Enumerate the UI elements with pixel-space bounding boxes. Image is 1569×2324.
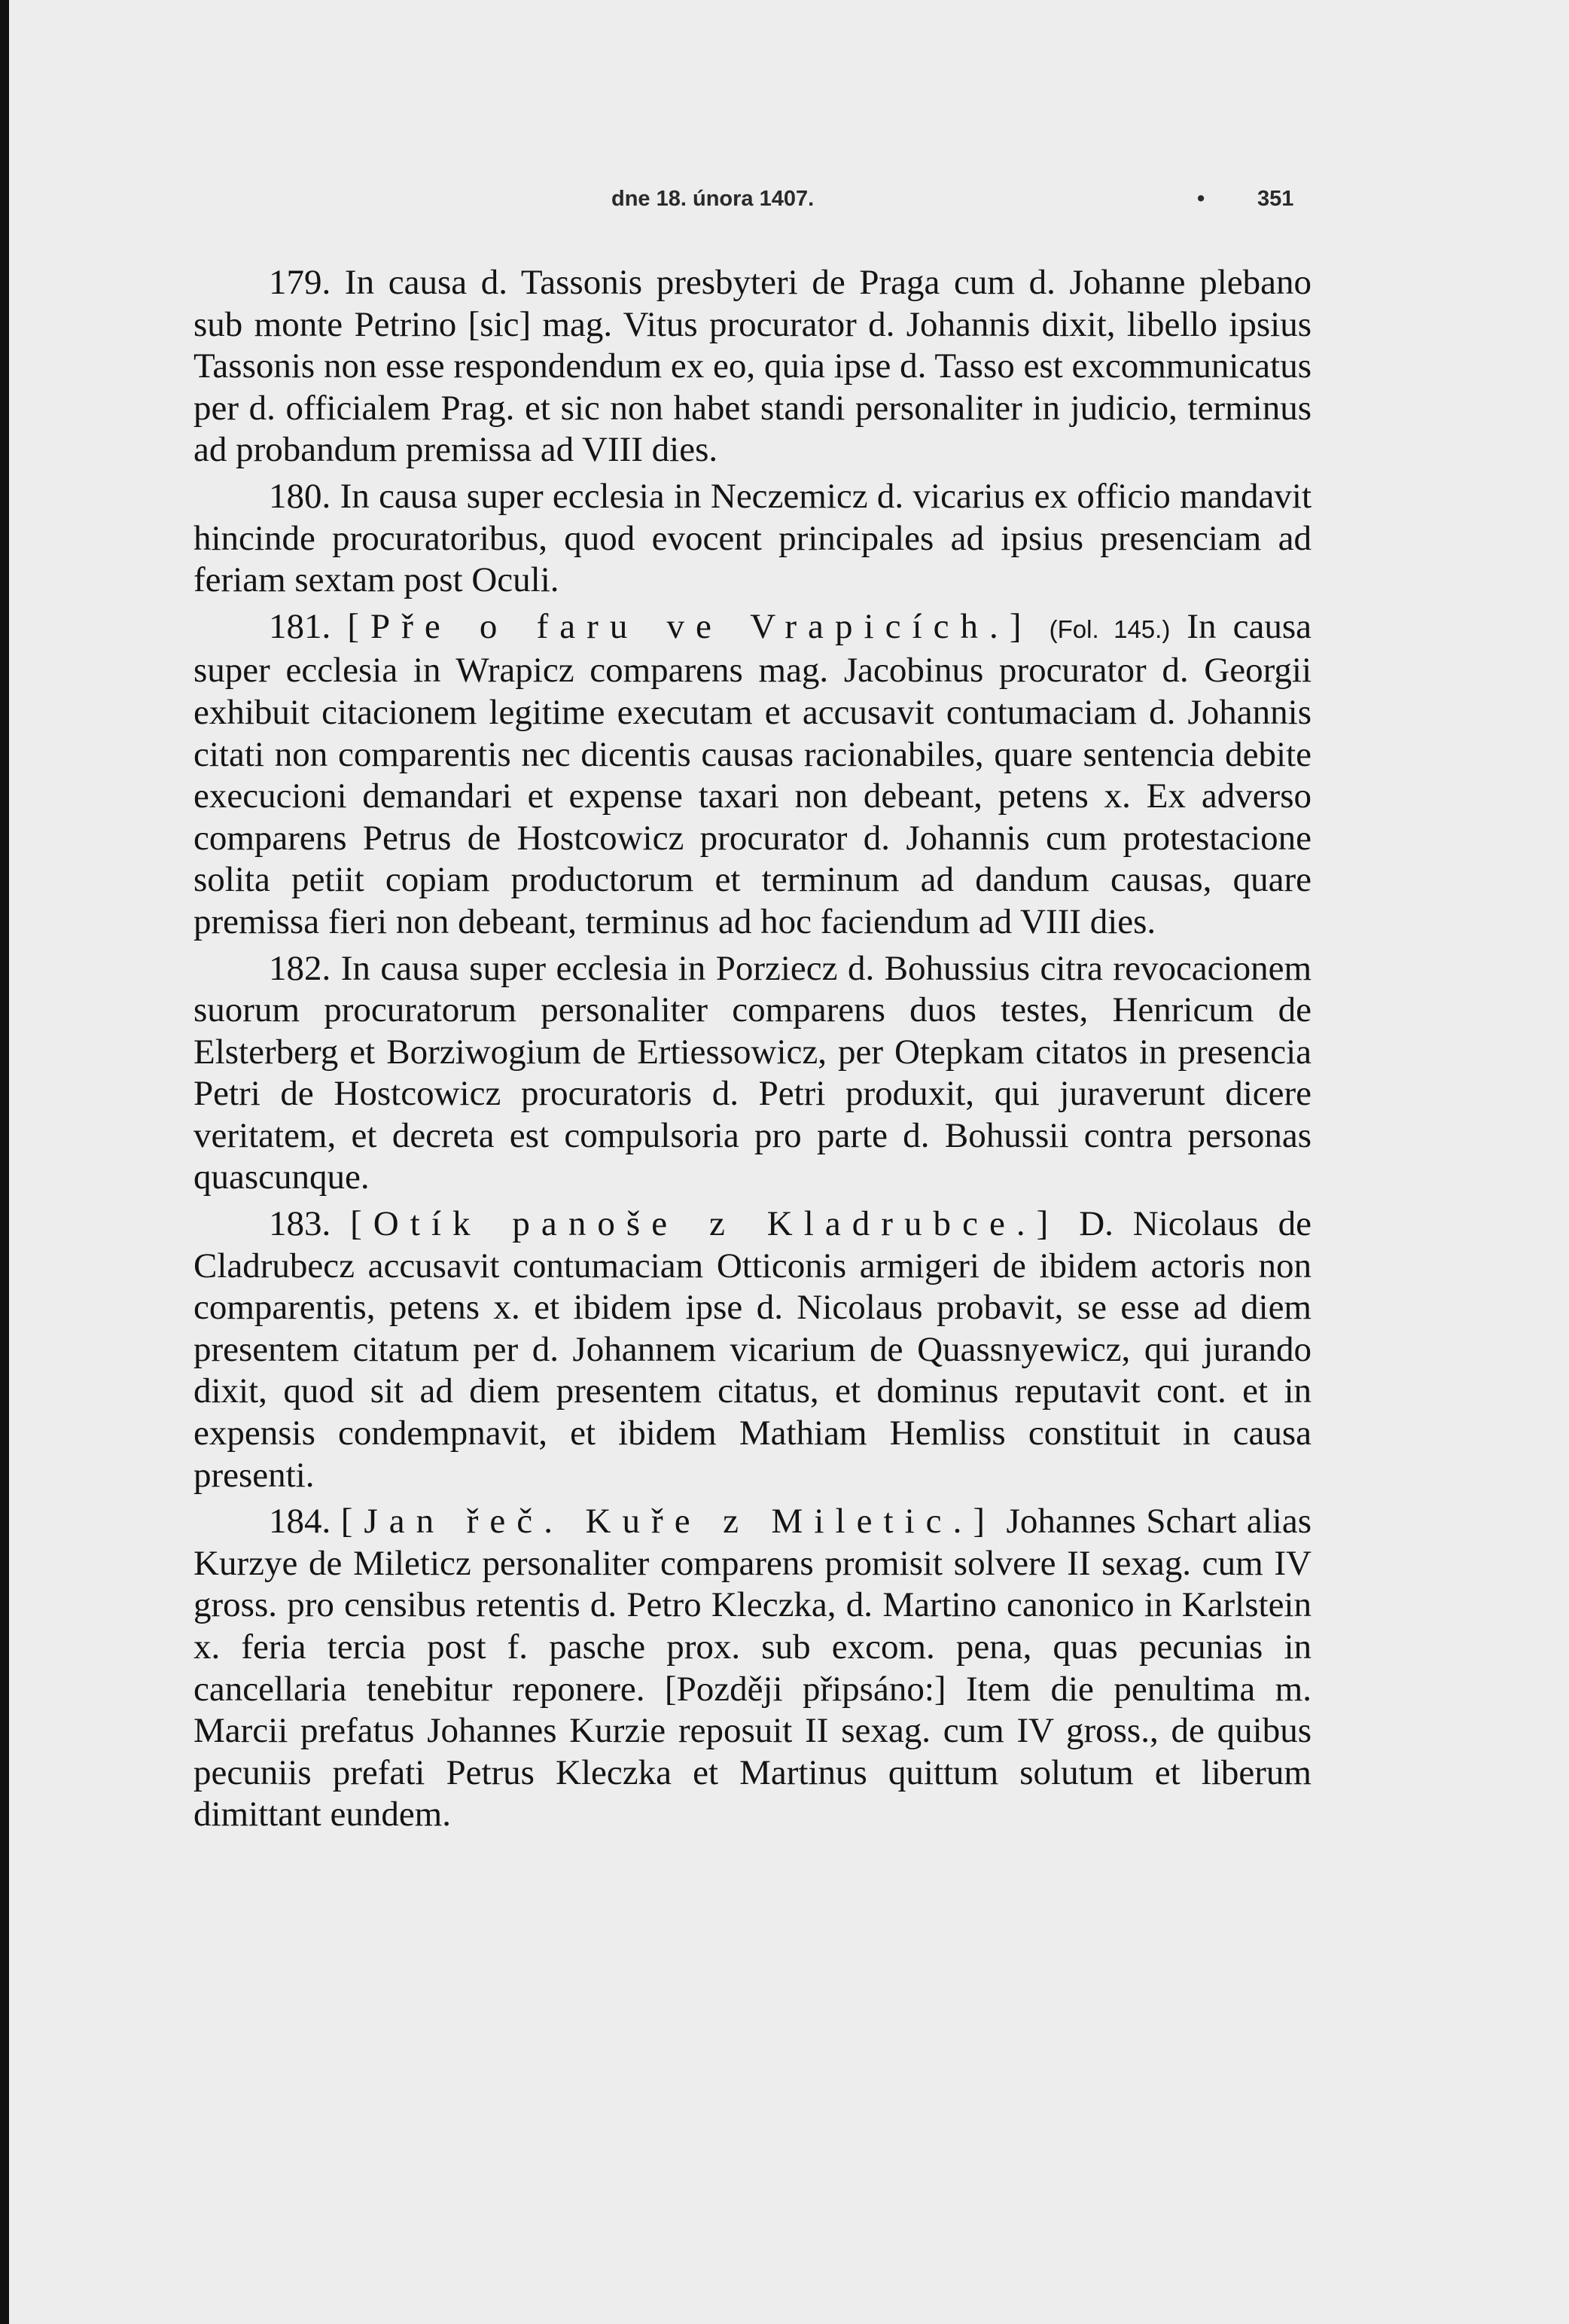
page-number: 351: [1257, 187, 1294, 211]
entry-183: [193, 1203, 1312, 1496]
page: [9, 0, 1569, 2324]
entry-number: 180.: [269, 476, 331, 516]
entry-184: [193, 1501, 1312, 1836]
entry-number: 182.: [269, 948, 331, 988]
entry-number: 183.: [269, 1204, 331, 1244]
entry-180: [193, 476, 1312, 602]
body-text: [193, 262, 1312, 1841]
entry-text: In causa super ecclesia in Neczemicz d. vicarius ex officio mandavit hincinde procuratoribus, quod evocent principales ad ipsius presenciam ad feriam sextam post Oculi.: [193, 476, 1312, 600]
entry-181: [193, 606, 1312, 944]
entry-text: D. Nicolaus de Cladrubecz accusavit contumaciam Otticonis armigeri de ibidem actoris non comparentis, petens x. et ibidem ipse d. Nicolaus probavit, se esse ad diem presentem citatum per d. Johannem vicarium de Quassnyewicz, qui jurando dixit, quod sit ad diem presentem citatus, et dominus reputavit cont. et in expensis condempnavit, et ibidem Mathiam Hemliss constituit in causa presenti.: [193, 1204, 1312, 1495]
entry-number: 184.: [269, 1502, 331, 1542]
entry-text: Johannes Schart alias Kurzye de Mileticz personaliter comparens promisit solvere II sexag. cum IV gross. pro censibus retentis d. Petro Kleczka, d. Martino canonico in Karlstein x. feria tercia post f. pasche prox. sub excom. pena, quas pecunias in cancellaria tenebitur reponere. [Později připsáno:] Item die penultima m. Marcii prefatus Johannes Kurzie reposuit II sexag. cum IV gross., de quibus pecuniis prefati Petrus Kleczka et Martinus quittum solutum et liberum dimittant eundem.: [193, 1502, 1312, 1834]
entry-179: [193, 262, 1312, 471]
header-dot: •: [1197, 187, 1205, 211]
entry-text: In causa d. Tassonis presbyteri de Praga cum d. Johanne plebano sub monte Petrino [sic] mag. Vitus procurator d. Johannis dixit, libello ipsius Tassonis non esse respondendum ex eo, quia ipse d. Tasso est excommunicatus per d. officialem Prag. et sic non habet standi personaliter in judicio, terminus ad probandum premissa ad VIII dies.: [193, 263, 1312, 470]
entry-182: [193, 948, 1312, 1200]
czech-note: [Otík panoše z Kladrubce.]: [350, 1204, 1060, 1244]
entry-number: 181.: [269, 606, 331, 646]
entry-text: In causa super ecclesia in Wrapicz comparens mag. Jacobinus procurator d. Georgii exhibuit citacionem legitime executam et accusavit contumaciam d. Johannis citati non comparentis nec dicentis causas racionabiles, quare sentencia debite execucioni demandari et expense taxari non debeant, petens x. Ex adverso comparens Petrus de Hostcowicz procurator d. Johannis cum protestacione solita petiit copiam productorum et terminum ad dandum causas, quare premissa fieri non debeant, terminus ad hoc faciendum ad VIII dies.: [193, 606, 1312, 941]
entry-text: In causa super ecclesia in Porziecz d. Bohussius citra revocacionem suorum procuratorum personaliter comparens duos testes, Henricum de Elsterberg et Borziwogium de Ertiessowicz, per Otepkam citatos in presencia Petri de Hostcowicz procuratoris d. Petri produxit, qui juraverunt dicere veritatem, et decreta est compulsoria pro parte d. Bohussii contra personas quascunque.: [193, 948, 1312, 1197]
czech-note: [Pře o faru ve Vrapicích.]: [347, 606, 1033, 646]
running-title: dne 18. února 1407.: [611, 187, 815, 211]
czech-note: [Jan řeč. Kuře z Miletic.]: [340, 1502, 997, 1542]
entry-number: 179.: [269, 263, 331, 302]
folio-reference: (Fol. 145.): [1049, 615, 1171, 643]
running-header: [9, 181, 1569, 218]
